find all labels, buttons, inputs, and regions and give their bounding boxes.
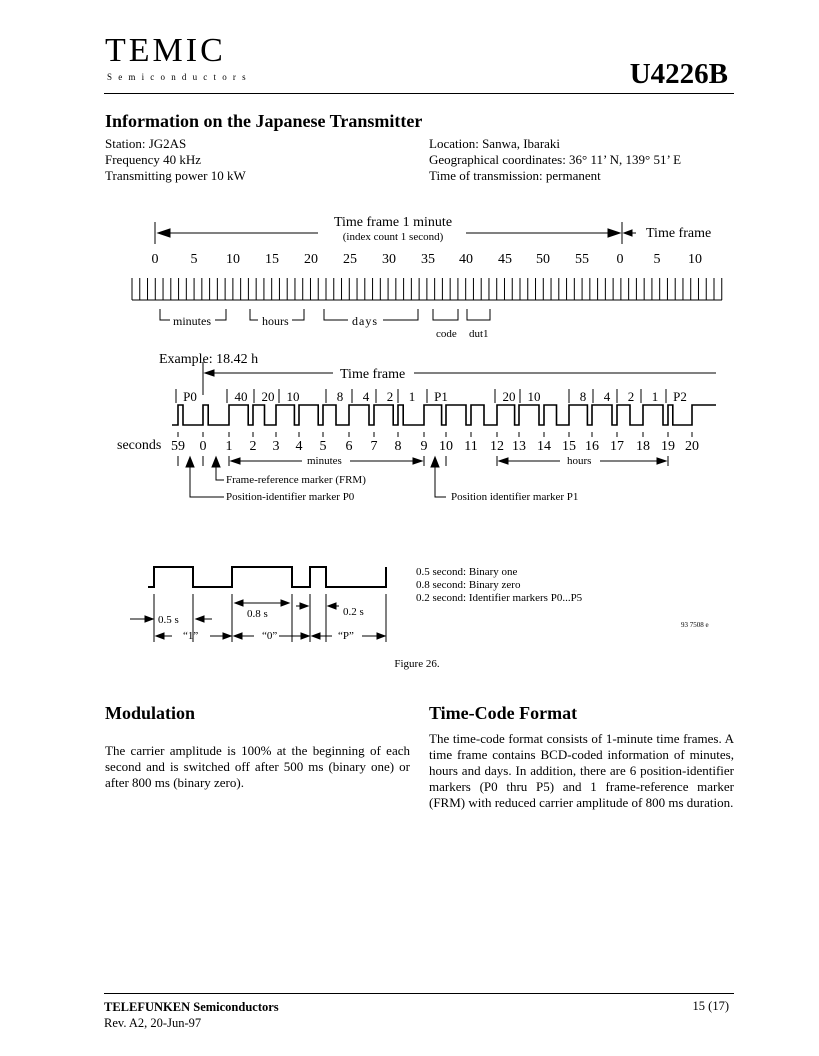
frequency-line: Frequency 40 kHz: [105, 152, 202, 167]
top-tick-label: 5: [653, 252, 661, 267]
group-hours: hours: [262, 314, 289, 328]
top-tick-label: 10: [688, 252, 702, 267]
seconds-tick-label: 1: [225, 439, 233, 454]
top-tick-label: 35: [421, 252, 435, 267]
top-tick-label: 0: [616, 252, 624, 267]
seconds-tick-label: 16: [585, 439, 599, 454]
top-tick-label: 40: [459, 252, 473, 267]
minutes-span-label: minutes: [307, 455, 342, 467]
seconds-tick-label: 9: [420, 439, 428, 454]
group-days: days: [352, 314, 378, 328]
seconds-tick-label: 14: [537, 439, 551, 454]
seconds-label: seconds: [117, 438, 162, 453]
brand-subtitle: Semiconductors: [107, 72, 252, 82]
seconds-tick-label: 59: [171, 439, 185, 454]
hours-span-label: hours: [567, 455, 592, 467]
seconds-tick-label: 10: [439, 439, 453, 454]
time-code-text: The time-code format consists of 1-minute time frames. A time frame contains BCD-coded information of minutes, hours and days. In addition, there are 6 position-identifier markers (P0 thru P5) and 1 frame-reference marker (FRM) with reduced carrier amplitude of 800 ms duration.: [429, 731, 734, 810]
group-minutes: minutes: [173, 314, 211, 328]
bit-marker-label: P2: [673, 389, 687, 404]
seconds-tick-label: 11: [464, 439, 478, 454]
seconds-tick-label: 5: [319, 439, 327, 454]
power-line: Transmitting power 10 kW: [105, 168, 246, 183]
top-tick-label: 55: [575, 252, 589, 267]
station-line: Station: JG2AS: [105, 136, 187, 151]
frm-label: Frame-reference marker (FRM): [226, 474, 366, 486]
top-tick-label: 25: [343, 252, 357, 267]
symbol-p: “P”: [338, 630, 354, 642]
bit-marker-label: 8: [579, 389, 587, 404]
bit-marker-label: 4: [362, 389, 370, 404]
seconds-tick-label: 0: [199, 439, 207, 454]
top-tick-label: 20: [304, 252, 318, 267]
footer-company: TELEFUNKEN Semiconductors: [104, 1000, 279, 1014]
legend-line-3: 0.2 second: Identifier markers P0...P5: [416, 592, 583, 604]
group-dut1: dut1: [469, 328, 489, 340]
part-number: U4226B: [629, 58, 728, 90]
seconds-tick-label: 8: [394, 439, 402, 454]
seconds-tick-label: 13: [512, 439, 526, 454]
footer-revision: Rev. A2, 20-Jun-97: [104, 1016, 202, 1030]
seconds-tick-label: 7: [370, 439, 378, 454]
symbol-one: “1”: [183, 630, 199, 642]
bit-marker-label: 1: [408, 389, 416, 404]
p1-label: Position identifier marker P1: [451, 491, 579, 503]
seconds-tick-label: 19: [661, 439, 675, 454]
duration-marker: 0.2 s: [343, 606, 364, 618]
seconds-tick-label: 12: [490, 439, 504, 454]
section-title-modulation: Modulation: [105, 703, 196, 723]
top-tick-label: 45: [498, 252, 512, 267]
section-title-time-code: Time-Code Format: [429, 703, 578, 723]
seconds-tick-label: 15: [562, 439, 576, 454]
frame-subtitle: (index count 1 second): [342, 231, 444, 243]
modulation-text: The carrier amplitude is 100% at the beginning of each second and is switched off after 500 ms (binary one) or after 800 ms (binary zero).: [105, 743, 410, 790]
p0-label: Position-identifier marker P0: [226, 491, 355, 503]
bit-marker-label: 4: [603, 389, 611, 404]
seconds-tick-label: 3: [272, 439, 280, 454]
section-title-transmitter: Information on the Japanese Transmitter: [105, 111, 423, 131]
bit-marker-label: 1: [651, 389, 659, 404]
top-tick-label: 5: [190, 252, 198, 267]
symbol-zero: “0”: [262, 630, 278, 642]
bit-marker-label: 8: [336, 389, 344, 404]
coordinates-line: Geographical coordinates: 36° 11’ N, 139° 51’ E: [429, 152, 682, 167]
figure-caption: Figure 26.: [394, 658, 440, 670]
example-label: Example: 18.42 h: [159, 352, 259, 367]
seconds-tick-label: 20: [685, 439, 699, 454]
legend-line-2: 0.8 second: Binary zero: [416, 579, 521, 591]
bit-marker-label: 40: [234, 389, 248, 404]
bit-marker-label: 10: [286, 389, 300, 404]
seconds-tick-label: 4: [295, 439, 303, 454]
bit-marker-label: 20: [261, 389, 275, 404]
top-tick-label: 10: [226, 252, 240, 267]
transmission-time-line: Time of transmission: permanent: [429, 168, 601, 183]
bit-marker-label: 2: [627, 389, 635, 404]
example-frame-label: Time frame: [340, 367, 406, 382]
top-tick-label: 15: [265, 252, 279, 267]
footer-left: [104, 999, 279, 1031]
next-frame-label: Time frame: [646, 226, 712, 241]
bit-marker-label: P1: [434, 389, 448, 404]
location-line: Location: Sanwa, Ibaraki: [429, 136, 561, 151]
seconds-tick-label: 18: [636, 439, 650, 454]
top-tick-label: 50: [536, 252, 550, 267]
bit-marker-label: 10: [527, 389, 541, 404]
top-tick-label: 0: [151, 252, 159, 267]
group-code: code: [436, 328, 457, 340]
bit-marker-label: 2: [386, 389, 394, 404]
seconds-tick-label: 2: [249, 439, 257, 454]
seconds-tick-label: 6: [345, 439, 353, 454]
seconds-tick-label: 17: [610, 439, 624, 454]
figure-ref-number: 93 7508 e: [681, 621, 709, 629]
frame-title: Time frame 1 minute: [333, 215, 453, 230]
duration-binary-zero: 0.8 s: [247, 608, 268, 620]
bit-marker-label: P0: [183, 389, 197, 404]
top-tick-label: 30: [382, 252, 396, 267]
bit-marker-label: 20: [502, 389, 516, 404]
footer-rule: [104, 993, 734, 994]
footer-page-number: 15 (17): [692, 999, 729, 1013]
duration-binary-one: 0.5 s: [158, 614, 179, 626]
brand-logo: TEMIC: [105, 32, 226, 69]
legend-line-1: 0.5 second: Binary one: [416, 566, 518, 578]
